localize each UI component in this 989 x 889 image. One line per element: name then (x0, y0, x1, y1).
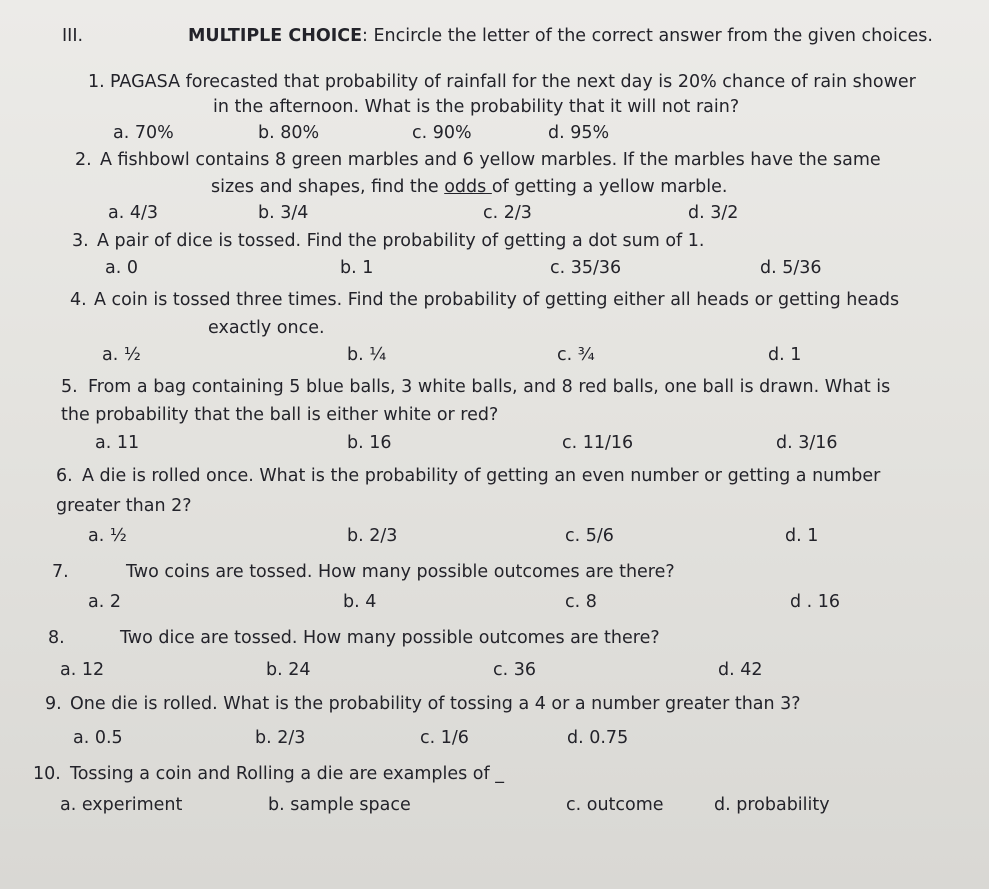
choice-b[interactable]: b. 4 (343, 592, 377, 612)
choice-b[interactable]: b. 1 (340, 258, 374, 278)
question-text-line2: the probability that the ball is either white or red? (61, 405, 499, 425)
question-text-line1: A die is rolled once. What is the probability of getting an even number or getting a number (82, 466, 881, 486)
question-number: 1. (88, 72, 105, 92)
choice-a[interactable]: a. 0 (105, 258, 138, 278)
question-text-line2: in the afternoon. What is the probability that it will not rain? (213, 97, 740, 117)
choice-b[interactable]: b. ¼ (347, 345, 387, 365)
question-number: 2. (75, 150, 92, 170)
choice-d[interactable]: d. 0.75 (567, 728, 629, 748)
question-number: 4. (70, 290, 87, 310)
question-text-line2: exactly once. (208, 318, 325, 338)
section-heading (188, 26, 933, 46)
question-text-line1: From a bag containing 5 blue balls, 3 white balls, and 8 red balls, one ball is drawn. What is (88, 377, 891, 397)
choice-b[interactable]: b. sample space (268, 795, 411, 815)
section-numeral: III. (62, 26, 84, 46)
choice-b[interactable]: b. 2/3 (347, 526, 398, 546)
choice-d[interactable]: d. probability (714, 795, 830, 815)
choice-a[interactable]: a. ½ (88, 526, 127, 546)
choice-d[interactable]: d. 3/2 (688, 203, 739, 223)
underlined-word: odds (444, 177, 492, 197)
choice-d[interactable]: d. 42 (718, 660, 763, 680)
choice-c[interactable]: c. ¾ (557, 345, 595, 365)
question-text-line1: Two coins are tossed. How many possible outcomes are there? (126, 562, 675, 582)
question-number: 10. (33, 764, 61, 784)
choice-b[interactable]: b. 80% (258, 123, 320, 143)
section-instruction: : Encircle the letter of the correct answer from the given choices. (362, 26, 933, 46)
question-text-line2: sizes and shapes, find the odds of getting a yellow marble. (211, 177, 728, 197)
choice-b[interactable]: b. 3/4 (258, 203, 309, 223)
choice-d[interactable]: d. 1 (768, 345, 802, 365)
choice-c[interactable]: c. 11/16 (562, 433, 634, 453)
choice-b[interactable]: b. 2/3 (255, 728, 306, 748)
question-number: 6. (56, 466, 73, 486)
choice-c[interactable]: c. 35/36 (550, 258, 622, 278)
section-title: MULTIPLE CHOICE (188, 26, 363, 46)
choice-c[interactable]: c. 5/6 (565, 526, 614, 546)
question-text-line1: Tossing a coin and Rolling a die are examples of _ (70, 764, 504, 784)
question-text-line1: A coin is tossed three times. Find the probability of getting either all heads or getting heads (94, 290, 900, 310)
choice-c[interactable]: c. 2/3 (483, 203, 532, 223)
choice-d[interactable]: d . 16 (790, 592, 841, 612)
choice-d[interactable]: d. 1 (785, 526, 819, 546)
question-text-line1: Two dice are tossed. How many possible outcomes are there? (120, 628, 660, 648)
question-text-line1: A pair of dice is tossed. Find the probability of getting a dot sum of 1. (97, 231, 705, 251)
question-number: 3. (72, 231, 89, 251)
choice-a[interactable]: a. 11 (95, 433, 140, 453)
choice-d[interactable]: d. 95% (548, 123, 610, 143)
question-text-line1: One die is rolled. What is the probability of tossing a 4 or a number greater than 3? (70, 694, 801, 714)
choice-a[interactable]: a. 70% (113, 123, 174, 143)
question-text-line2: greater than 2? (56, 496, 192, 516)
choice-a[interactable]: a. 4/3 (108, 203, 159, 223)
choice-c[interactable]: c. outcome (566, 795, 664, 815)
question-number: 7. (52, 562, 69, 582)
choice-a[interactable]: a. 2 (88, 592, 121, 612)
choice-c[interactable]: c. 36 (493, 660, 537, 680)
choice-d[interactable]: d. 5/36 (760, 258, 822, 278)
question-number: 8. (48, 628, 65, 648)
choice-d[interactable]: d. 3/16 (776, 433, 838, 453)
choice-c[interactable]: c. 1/6 (420, 728, 469, 748)
question-text-line1: A fishbowl contains 8 green marbles and 6 yellow marbles. If the marbles have the same (100, 150, 881, 170)
choice-a[interactable]: a. 12 (60, 660, 105, 680)
choice-c[interactable]: c. 8 (565, 592, 597, 612)
choice-a[interactable]: a. experiment (60, 795, 183, 815)
choice-c[interactable]: c. 90% (412, 123, 472, 143)
question-number: 5. (61, 377, 78, 397)
question-text-line1: PAGASA forecasted that probability of rainfall for the next day is 20% chance of rain shower (110, 72, 916, 92)
choice-a[interactable]: a. 0.5 (73, 728, 123, 748)
choice-b[interactable]: b. 16 (347, 433, 392, 453)
choice-a[interactable]: a. ½ (102, 345, 141, 365)
question-number: 9. (45, 694, 62, 714)
choice-b[interactable]: b. 24 (266, 660, 311, 680)
